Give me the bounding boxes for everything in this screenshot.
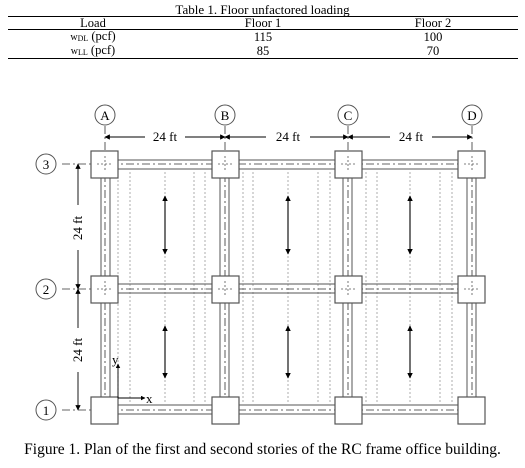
dimension-label-ab: 24 ft — [152, 129, 178, 144]
header-floor-2: Floor 2 — [414, 16, 452, 30]
dimension-label-cd: 24 ft — [398, 129, 424, 144]
dimension-label-21: 24 ft — [70, 337, 85, 363]
axis-label-x: x — [146, 391, 153, 406]
grid-label-a: A — [100, 108, 110, 123]
label-symbol: w — [70, 46, 79, 57]
axis-label-y: y — [112, 352, 119, 367]
column-d3 — [458, 151, 485, 178]
label-symbol: w — [70, 32, 78, 43]
column-b3 — [212, 151, 239, 178]
label-subscript: DL — [77, 34, 89, 43]
header-load: Load — [80, 16, 106, 30]
label-subscript: LL — [78, 48, 88, 57]
column-d2 — [458, 276, 485, 303]
column-c2 — [335, 276, 362, 303]
grid-label-c: C — [343, 108, 353, 123]
column-c1 — [335, 397, 362, 424]
column-b1 — [212, 397, 239, 424]
table-title: Table 1. Floor unfactored loading — [175, 2, 350, 17]
cell-floor-1: 85 — [256, 44, 270, 58]
grid-lines — [62, 126, 485, 420]
span-arrows — [165, 196, 410, 378]
label-unit: (pcf) — [88, 29, 116, 43]
column-a2 — [91, 276, 118, 303]
grid-label-2: 2 — [42, 282, 50, 297]
cell-floor-1: 115 — [253, 30, 273, 44]
columns — [91, 151, 485, 424]
column-d1 — [458, 397, 485, 424]
figure-caption: Figure 1. Plan of the first and second stories of the RC frame office building. — [24, 441, 501, 458]
grid-label-d: D — [467, 108, 477, 123]
label-unit: (pcf) — [87, 43, 116, 57]
joists — [118, 172, 452, 402]
grid-label-b: B — [220, 108, 230, 123]
local-axes — [118, 364, 145, 398]
column-a1 — [91, 397, 118, 424]
header-floor-1: Floor 1 — [244, 16, 282, 30]
column-a3 — [91, 151, 118, 178]
cell-floor-2: 100 — [423, 30, 443, 44]
column-b2 — [212, 276, 239, 303]
dimension-label-32: 24 ft — [70, 215, 85, 241]
dimension-label-bc: 24 ft — [275, 129, 301, 144]
grid-label-3: 3 — [42, 157, 50, 172]
cell-floor-2: 70 — [426, 44, 440, 58]
grid-label-1: 1 — [42, 403, 50, 418]
column-c3 — [335, 151, 362, 178]
